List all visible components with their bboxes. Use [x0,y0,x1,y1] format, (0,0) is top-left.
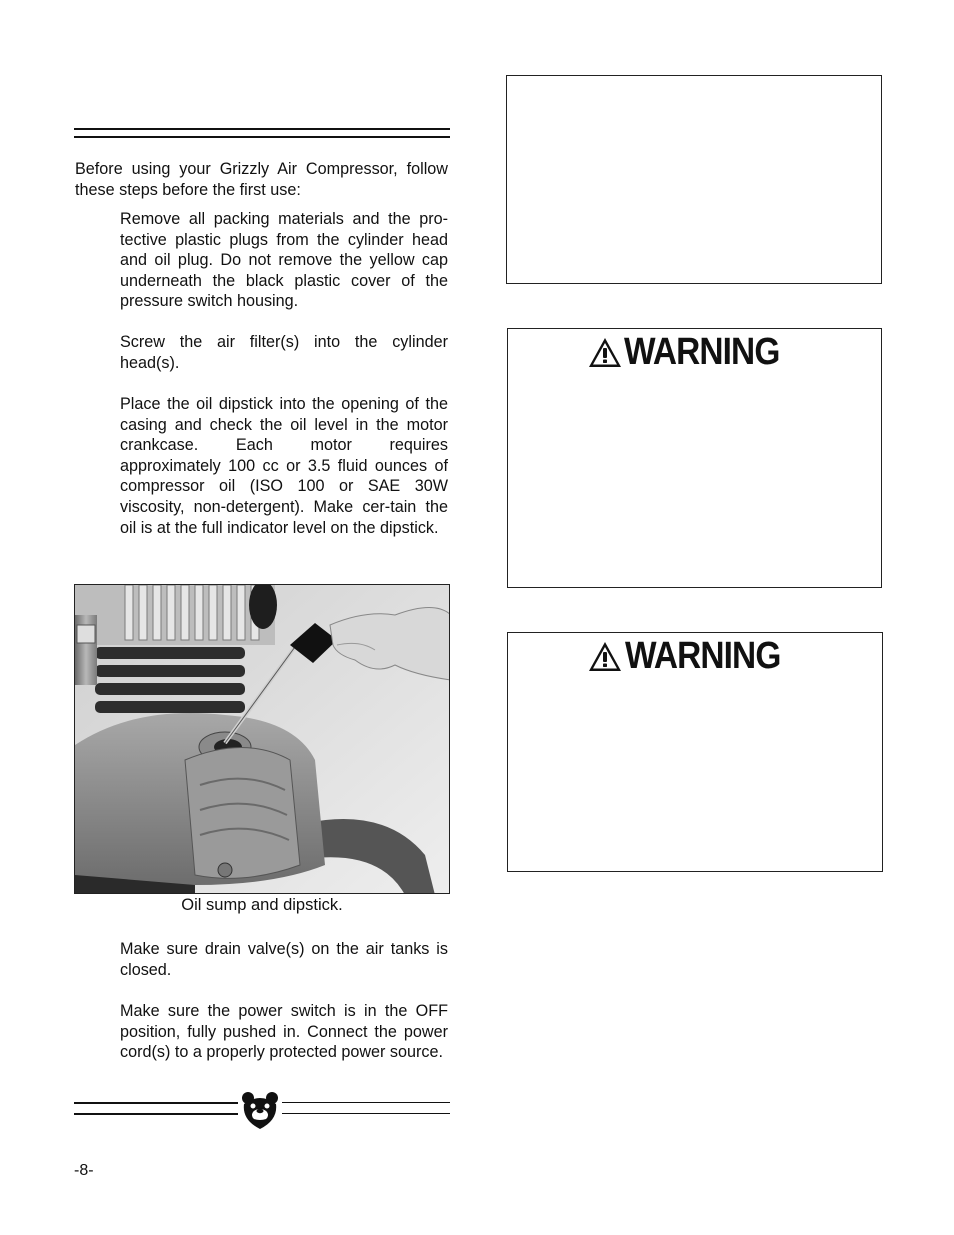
step-2-text: Screw the air filter(s) into the cylinder head(s). [120,333,448,372]
warning-box-2 [507,632,883,872]
step-4-text: Make sure drain valve(s) on the air tanks is closed. [120,940,448,979]
warning-header-1 [508,331,881,374]
step-5-text: Make sure the power switch is in the OFF position, fully pushed in. Connect the power cord(s) to a properly protected power source. [120,1002,448,1062]
step-3-text: Place the oil dipstick into the opening of the casing and check the oil level in the motor crankcase. Each motor requires approximately 100 cc or 3.5 fluid ounces of compressor oil (ISO 100 or SAE 30W viscosity, non-detergent). Make cer-tain the oil is at the full indicator level on the dipstick. [120,395,448,537]
empty-notice-box [506,75,882,284]
warning-triangle-icon [588,648,626,665]
warning-label-1: WARNING [624,331,780,373]
footer-rule-right-2 [282,1113,450,1114]
intro-paragraph: Before using your Grizzly Air Compressor, follow these steps before the first use: [75,160,448,199]
warning-box-1 [507,328,882,588]
grizzly-bear-icon [240,1090,280,1130]
header-rule-bottom [74,136,450,138]
page-number: -8- [74,1162,94,1179]
figure-caption: Oil sump and dipstick. [181,896,343,914]
header-rule-top [74,128,450,130]
footer-rule-left-2 [74,1113,238,1115]
footer-rule-right-1 [282,1102,450,1103]
footer-rule-left-1 [74,1102,238,1104]
warning-triangle-icon [588,344,626,361]
step-1-text: Remove all packing materials and the pro-tective plastic plugs from the cylinder head and oil plug. Do not remove the yellow cap underneath the black plastic cover of the pressure switch housing. [120,210,448,311]
oil-sump-photo [74,584,450,894]
warning-label-2: WARNING [624,635,781,677]
warning-header-2 [508,635,882,678]
